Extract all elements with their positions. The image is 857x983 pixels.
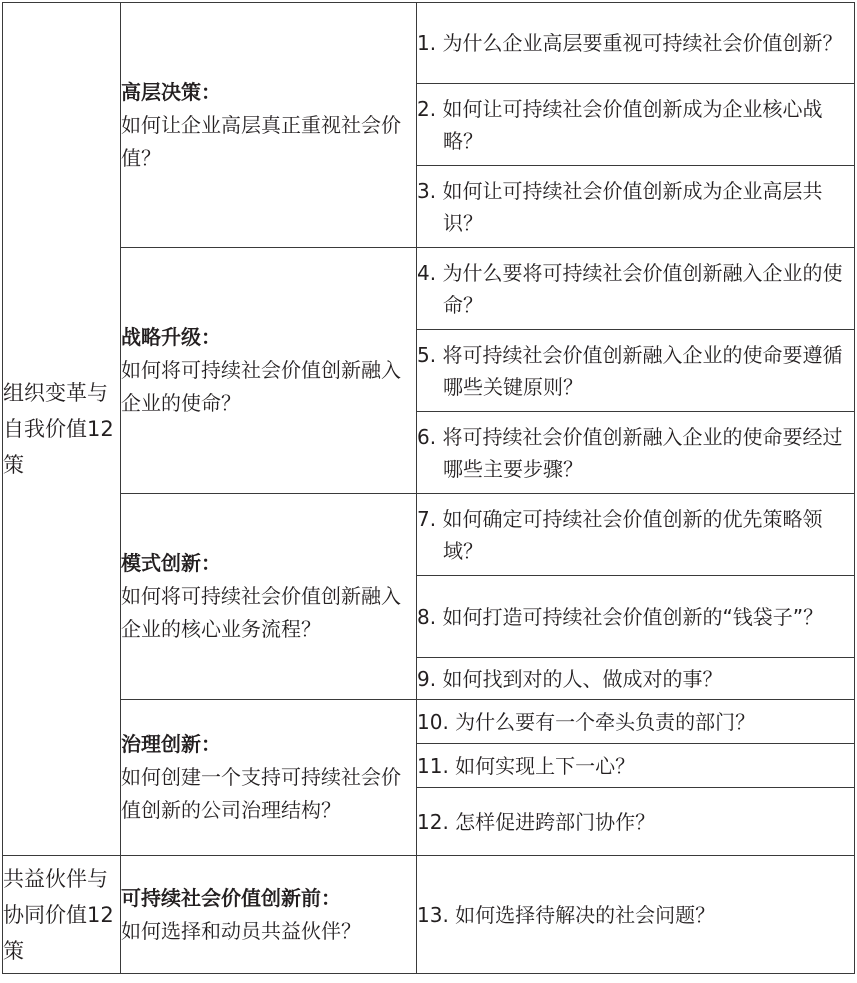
topic-cell bbox=[121, 856, 417, 974]
category-label: 组织变革与自我价值12策 bbox=[3, 381, 114, 477]
topic-cell bbox=[121, 3, 417, 248]
category-cell bbox=[3, 856, 121, 974]
category-cell bbox=[3, 3, 121, 856]
question-cell bbox=[417, 856, 855, 974]
question-text: 7. 如何确定可持续社会价值创新的优先策略领域？ bbox=[417, 506, 823, 563]
question-cell bbox=[417, 248, 855, 330]
topic-heading: 高层决策： bbox=[121, 79, 221, 104]
topic-cell bbox=[121, 248, 417, 494]
question-cell bbox=[417, 3, 855, 84]
question-text: 4. 为什么要将可持续社会价值创新融入企业的使命？ bbox=[417, 260, 843, 317]
question-cell bbox=[417, 788, 855, 856]
question-text: 12. 怎样促进跨部门协作？ bbox=[417, 809, 656, 834]
topic-cell bbox=[121, 494, 417, 700]
question-cell bbox=[417, 166, 855, 248]
question-cell bbox=[417, 412, 855, 494]
question-cell bbox=[417, 576, 855, 658]
question-cell bbox=[417, 494, 855, 576]
question-text: 10. 为什么要有一个牵头负责的部门？ bbox=[417, 709, 756, 734]
question-text: 2. 如何让可持续社会价值创新成为企业核心战略？ bbox=[417, 96, 823, 153]
topic-description: 如何创建一个支持可持续社会价值创新的公司治理结构？ bbox=[121, 765, 401, 822]
question-text: 1. 为什么企业高层要重视可持续社会价值创新？ bbox=[417, 31, 843, 55]
topic-description: 如何让企业高层真正重视社会价值？ bbox=[121, 112, 401, 170]
question-cell bbox=[417, 330, 855, 412]
topic-cell bbox=[121, 700, 417, 856]
question-cell bbox=[417, 84, 855, 166]
topic-heading: 战略升级： bbox=[121, 325, 221, 349]
topic-heading: 可持续社会价值创新前： bbox=[121, 885, 341, 910]
question-cell bbox=[417, 700, 855, 744]
question-text: 8. 如何打造可持续社会价值创新的“钱袋子”？ bbox=[417, 604, 824, 629]
question-text: 5. 将可持续社会价值创新融入企业的使命要遵循哪些关键原则？ bbox=[417, 342, 843, 399]
question-text: 6. 将可持续社会价值创新融入企业的使命要经过哪些主要步骤？ bbox=[417, 424, 843, 481]
topic-description: 如何选择和动员共益伙伴？ bbox=[121, 918, 361, 943]
category-label: 共益伙伴与协同价值12策 bbox=[3, 866, 114, 963]
question-text: 13. 如何选择待解决的社会问题？ bbox=[417, 902, 716, 927]
topic-heading: 治理创新： bbox=[121, 732, 221, 756]
question-text: 11. 如何实现上下一心？ bbox=[417, 753, 636, 778]
question-text: 3. 如何让可持续社会价值创新成为企业高层共识？ bbox=[417, 178, 823, 235]
topic-description: 如何将可持续社会价值创新融入企业的使命？ bbox=[121, 358, 401, 415]
question-text: 9. 如何找到对的人、做成对的事？ bbox=[417, 666, 723, 691]
topic-heading: 模式创新： bbox=[121, 551, 221, 575]
strategy-table bbox=[2, 2, 855, 974]
topic-description: 如何将可持续社会价值创新融入企业的核心业务流程？ bbox=[121, 584, 401, 641]
question-cell bbox=[417, 658, 855, 700]
question-cell bbox=[417, 744, 855, 788]
